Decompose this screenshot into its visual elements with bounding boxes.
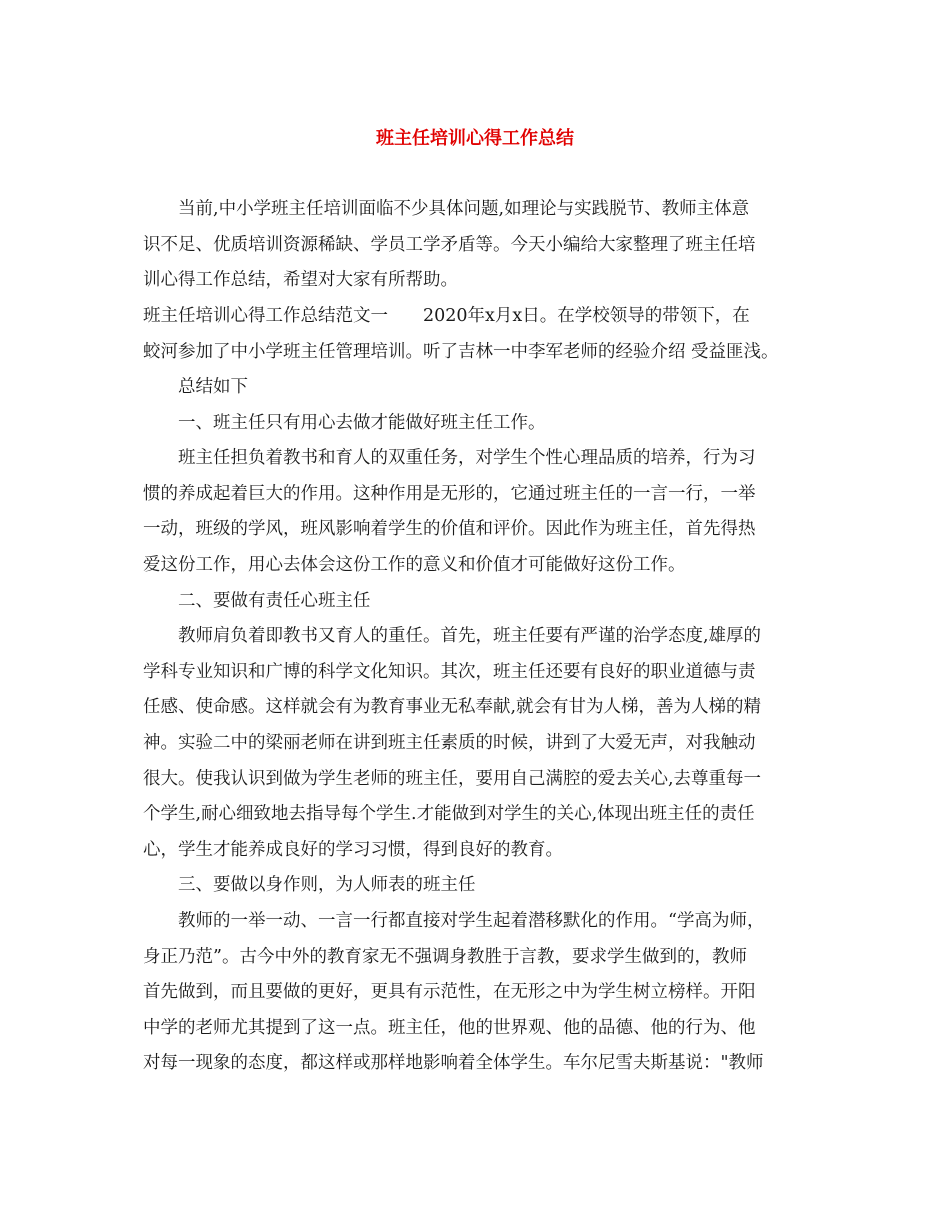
section-heading: 一、班主任只有用心去做才能做好班主任工作。	[178, 413, 546, 433]
paragraph-line: 总结如下	[178, 377, 248, 397]
paragraph-line: 学科专业知识和广博的科学文化知识。其次，班主任还要有良好的职业道德与责	[143, 662, 756, 682]
document-title: 班主任培训心得工作总结	[376, 128, 574, 149]
paragraph-line: 训心得工作总结，希望对大家有所帮助。	[143, 270, 458, 290]
paragraph-line: 教师的一举一动、一言一行都直接对学生起着潜移默化的作用。“学高为师，	[178, 911, 765, 931]
paragraph-line: 身正乃范”。古今中外的教育家无不强调身教胜于言教，要求学生做到的，教师	[143, 947, 747, 967]
paragraph-line: 中学的老师尤其提到了这一点。班主任，他的世界观、他的品德、他的行为、他	[143, 1018, 756, 1038]
paragraph-line: 班主任担负着教书和育人的双重任务，对学生个性心理品质的培养，行为习	[178, 448, 756, 468]
paragraph-line: 很大。使我认识到做为学生老师的班主任，要用自己满腔的爱去关心,去尊重每一	[143, 769, 762, 789]
paragraph-line: 个学生,耐心细致地去指导每个学生.才能做到对学生的关心,体现出班主任的责任	[143, 804, 755, 824]
paragraph-line: 识不足、优质培训资源稀缺、学员工学矛盾等。今天小编给大家整理了班主任培	[143, 235, 756, 255]
paragraph-line: 教师肩负着即教书又育人的重任。首先，班主任要有严谨的治学态度,雄厚的	[178, 626, 762, 646]
paragraph-line: 蛟河参加了中小学班主任管理培训。听了吉林一中李军老师的经验介绍 受益匪浅。	[143, 342, 779, 362]
paragraph-line: 对每一现象的态度，都这样或那样地影响着全体学生。车尔尼雪夫斯基说："教师	[143, 1053, 764, 1073]
section-heading: 三、要做以身作则，为人师表的班主任	[178, 875, 476, 895]
paragraph-line: 爱这份工作，用心去体会这份工作的意义和价值才可能做好这份工作。	[143, 555, 686, 575]
paragraph-line: 神。实验二中的梁丽老师在讲到班主任素质的时候，讲到了大爱无声，对我触动	[143, 733, 756, 753]
paragraph-line: 当前,中小学班主任培训面临不少具体问题,如理论与实践脱节、教师主体意	[178, 199, 750, 219]
section-heading: 二、要做有责任心班主任	[178, 591, 371, 611]
paragraph-line: 一动，班级的学风，班风影响着学生的价值和评价。因此作为班主任，首先得热	[143, 519, 756, 539]
paragraph-line: 任感、使命感。这样就会有为教育事业无私奉献,就会有甘为人梯，善为人梯的精	[143, 697, 762, 717]
paragraph-line: 心，学生才能养成良好的学习习惯，得到良好的教育。	[143, 840, 563, 860]
paragraph-line: 惯的养成起着巨大的作用。这种作用是无形的，它通过班主任的一言一行，一举	[143, 484, 756, 504]
paragraph-line: 首先做到，而且要做的更好，更具有示范性，在无形之中为学生树立榜样。开阳	[143, 982, 756, 1002]
paragraph-line: 班主任培训心得工作总结范文一 2020年x月x日。在学校领导的带领下，在	[143, 306, 750, 326]
